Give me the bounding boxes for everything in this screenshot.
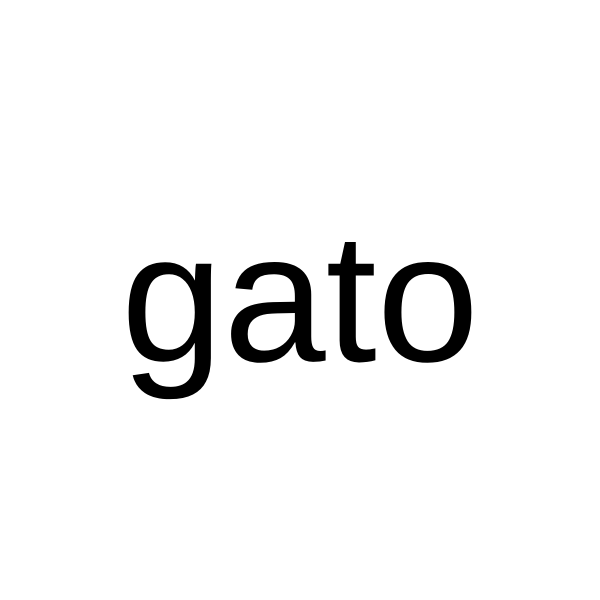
word-text: gato (120, 194, 480, 400)
